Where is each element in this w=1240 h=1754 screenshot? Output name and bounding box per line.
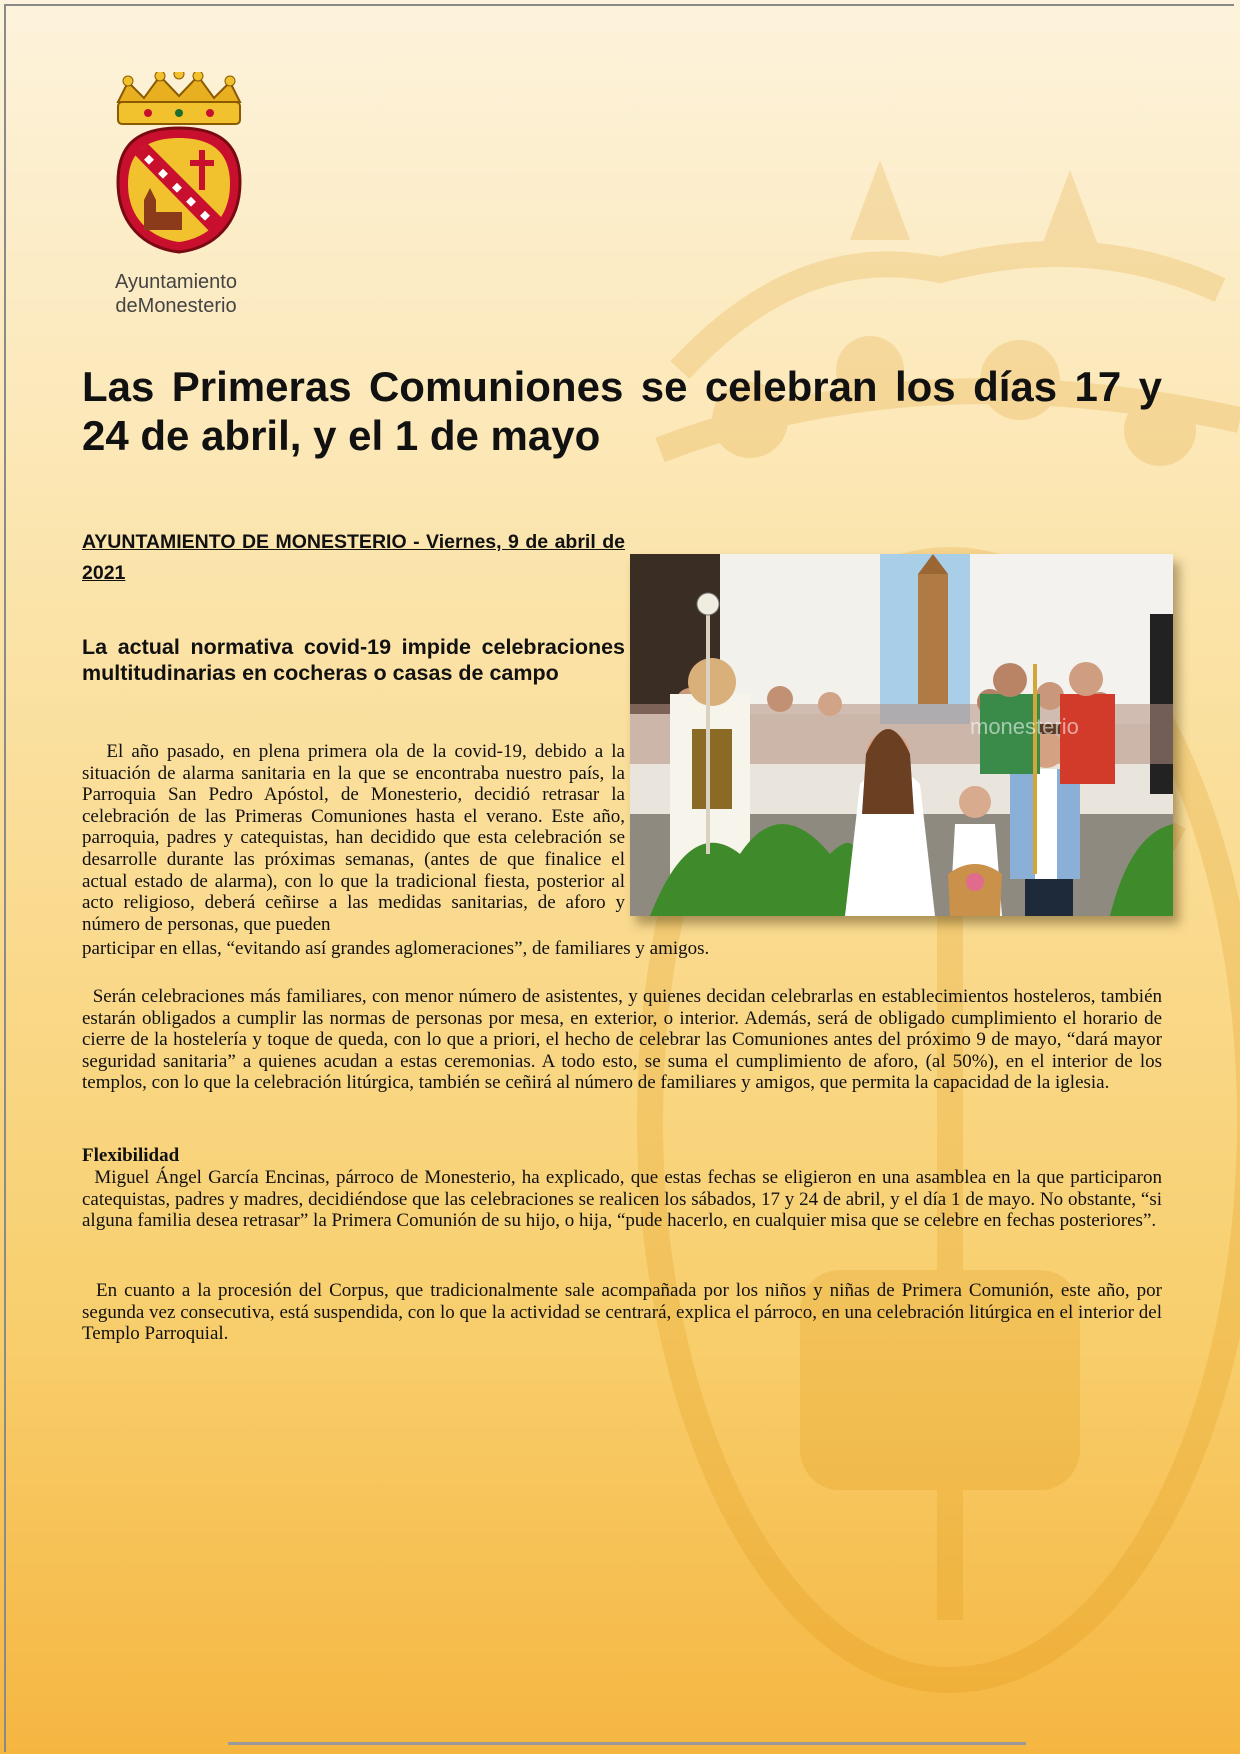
indent [82,1280,96,1301]
procession-photo [630,554,1173,916]
article-byline: AYUNTAMIENTO DE MONESTERIO - Viernes, 9 de abril de 2021 [82,531,625,584]
section-title-flexibilidad: Flexibilidad [82,1145,180,1166]
crown-icon [118,72,240,124]
indent [82,741,106,762]
indent [82,1167,94,1188]
paragraph-2-text: Serán celebraciones más familiares, con menor número de asistentes, y quienes decidan celebrarlas en establecimientos hosteleros, también estarán obligados a cumplir las normas de personas por mesa, en exterior, o interior. Además, será de obligado cumplimiento el horario de cierre de la hostelería y toque de queda, con lo que a priori, el hecho de celebrar las Comuniones antes del próximo 9 de mayo, “dará mayor seguridad sanitaria” a quienes acudan a estas ceremonias. A todo esto, se suma el cumplimiento de aforo, (al 50%), en el interior de los templos, con lo que la celebración litúrgica, también se ceñirá al número de familiares y amigos, que permita la capacidad de la iglesia. [82,986,1162,1094]
logo-line-1: Ayuntamiento [115,271,237,293]
municipality-name [96,270,256,318]
photo-watermark-text: monesterio [970,714,1079,739]
paragraph-4-text: En cuanto a la procesión del Corpus, que tradicionalmente sale acompañada por los niños y niñas de Primera Comunión, este año, por segunda vez consecutiva, está suspendida, con lo que la actividad se centrará, explica el párroco, en una celebración litúrgica en el interior del Templo Parroquial. [82,1280,1163,1345]
paragraph-1-text: El año pasado, en plena primera ola de la covid-19, debido a la situación de alarma sanitaria en la que se encontraba nuestro país, la Parroquia San Pedro Apóstol, de Monesterio, decidió retrasar la celebración de las Primeras Comuniones hasta el verano. Este año, parroquia, padres y catequistas, han decidido que esta celebración se desarrolle durante las próximas semanas, (antes de que finalice el actual estado de alarma), con lo que la tradicional fiesta, posterior al acto religioso, deberá ceñirse a las medidas sanitarias, de aforo y número de personas, que pueden [82,741,625,935]
footer-divider [228,1742,1026,1745]
logo-line-2: deMonesterio [115,295,237,317]
article-headline: Las Primeras Comuniones se celebran los días 17 y 24 de abril, y el 1 de mayo [82,363,1162,459]
article-paragraph-3 [82,1167,1162,1232]
indent [82,986,93,1007]
article-paragraph-1 [82,741,625,935]
paragraph-3-text: Miguel Ángel García Encinas, párroco de Monesterio, ha explicado, que estas fechas se eligieron en una asamblea en la que participaron catequistas, padres y madres, decidiéndose que las celebraciones se realicen los sábados, 17 y 24 de abril, y el día 1 de mayo. No obstante, “si alguna familia desea retrasar” la Primera Comunión de su hijo, o hija, “pude hacerlo, en cualquier misa que se celebre en fechas posteriores”. [82,1167,1162,1232]
article-paragraph-2 [82,986,1162,1094]
article-paragraph-1-end: participar en ellas, “evitando así grandes aglomeraciones”, de familiares y amigos. [82,938,710,959]
article-paragraph-4 [82,1280,1162,1345]
article-subheadline: La actual normativa covid-19 impide celebraciones multitudinarias en cocheras o casas de campo [82,635,625,685]
